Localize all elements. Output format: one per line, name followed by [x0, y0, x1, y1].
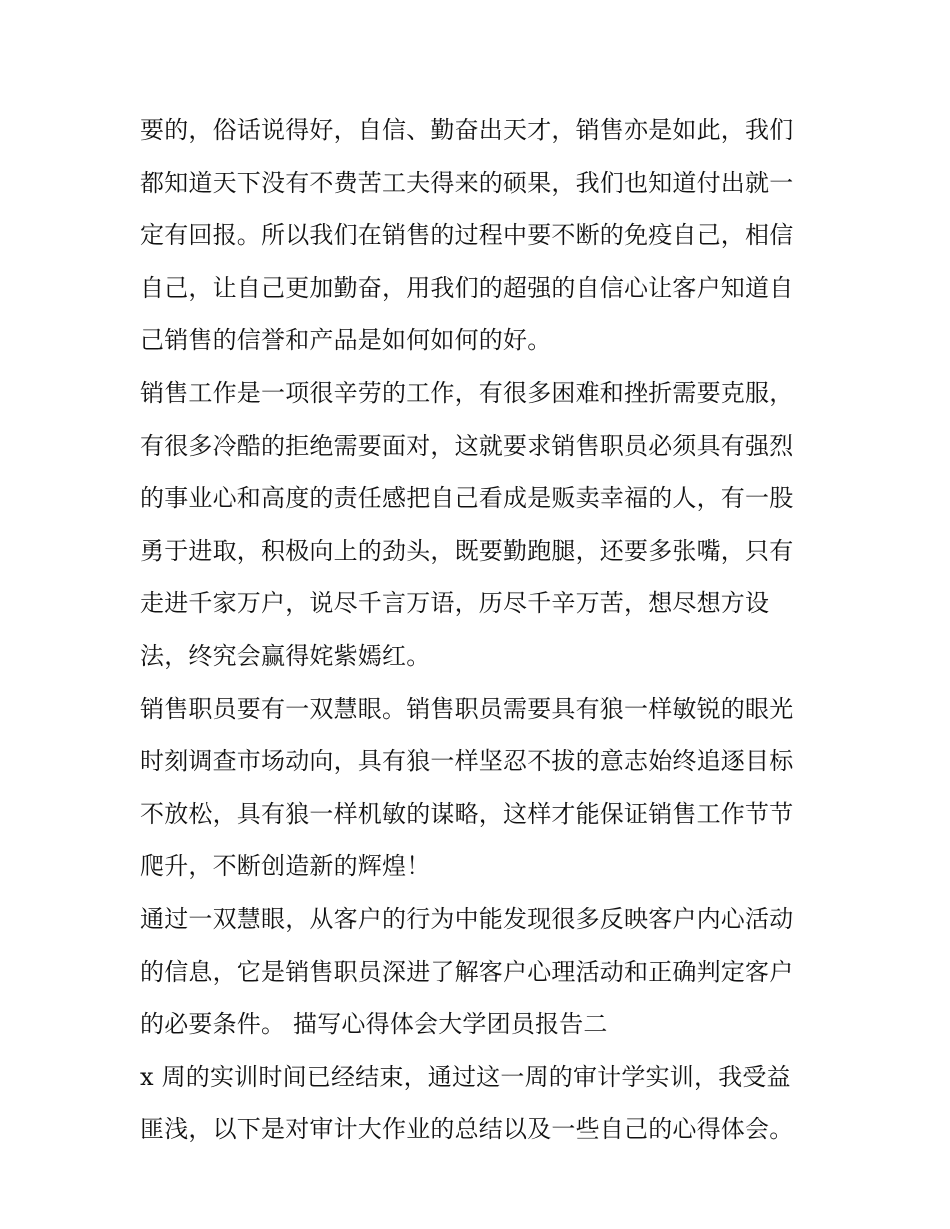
- text-line-10: 走进千家万户，说尽千言万语，历尽千辛万苦，想尽想方设: [140, 589, 770, 618]
- document-body: [140, 104, 820, 1156]
- text-line-14: 不放松，具有狼一样机敏的谋略，这样才能保证销售工作节节: [140, 799, 794, 828]
- text-line-8: 的事业心和高度的责任感把自己看成是贩卖幸福的人，有一股: [140, 484, 794, 513]
- text-line-17: 的信息，它是销售职员深进了解客户心理活动和正确判定客户: [140, 957, 794, 986]
- text-line-11: 法，终究会赢得姹紫嫣红。: [140, 641, 431, 670]
- text-line-6: 销售工作是一项很辛劳的工作，有很多困难和挫折需要克服，: [140, 378, 794, 407]
- text-line-13: 时刻调查市场动向，具有狼一样坚忍不拔的意志始终追逐目标: [140, 747, 794, 776]
- text-line-19: x 周的实训时间已经结束，通过这一周的审计学实训，我受益: [140, 1062, 791, 1091]
- text-line-2: 都知道天下没有不费苦工夫得来的硕果，我们也知道付出就一: [140, 168, 794, 197]
- text-line-7: 有很多冷酷的拒绝需要面对，这就要求销售职员必须具有强烈: [140, 431, 794, 460]
- text-line-12: 销售职员要有一双慧眼。销售职员需要具有狼一样敏锐的眼光: [140, 694, 794, 723]
- text-line-3: 定有回报。所以我们在销售的过程中要不断的免疫自己，相信: [140, 221, 794, 250]
- text-line-1: 要的，俗话说得好，自信、勤奋出天才，销售亦是如此，我们: [140, 116, 794, 144]
- text-line-4: 自己，让自己更加勤奋，用我们的超强的自信心让客户知道自: [140, 273, 794, 302]
- text-line-18: 的必要条件。 描写心得体会大学团员报告二: [140, 1010, 608, 1039]
- text-line-20: 匪浅，以下是对审计大作业的总结以及一些自己的心得体会。: [140, 1115, 794, 1144]
- text-line-9: 勇于进取，积极向上的劲头，既要勤跑腿，还要多张嘴，只有: [140, 536, 794, 565]
- text-line-5: 己销售的信誉和产品是如何如何的好。: [140, 326, 552, 355]
- text-line-16: 通过一双慧眼，从客户的行为中能发现很多反映客户内心活动: [140, 904, 794, 933]
- text-line-15: 爬升，不断创造新的辉煌！: [140, 852, 431, 881]
